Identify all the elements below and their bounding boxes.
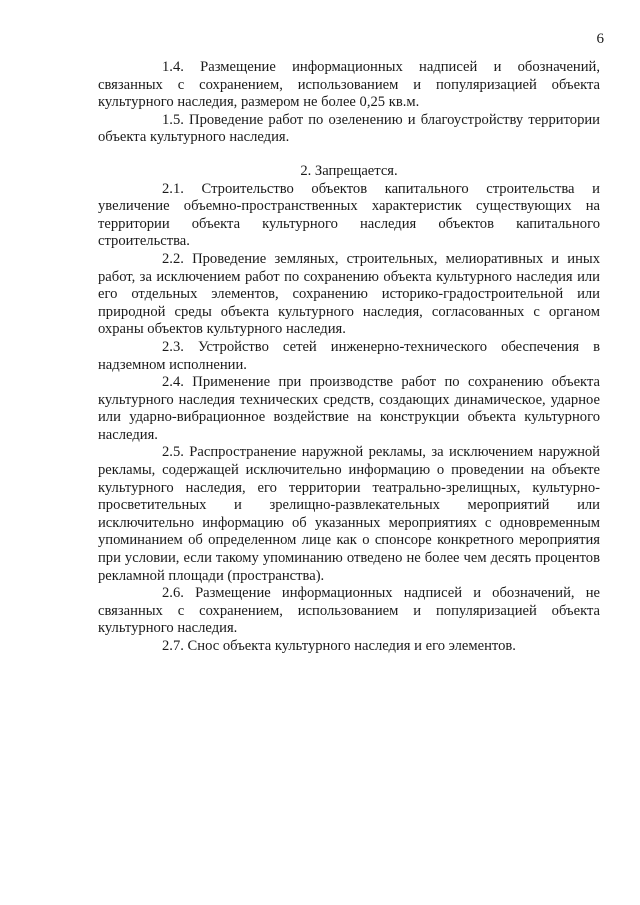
clause-number: 1.5.	[162, 111, 184, 128]
clause-number: 2.3.	[162, 338, 184, 355]
section-heading: 2. Запрещается.	[300, 162, 398, 179]
clause-1-4	[98, 59, 600, 112]
clause-text: Снос объекта культурного наследия и его элементов.	[187, 638, 516, 654]
clause-text: Применение при производстве работ по сохранению объекта культурного наследия технических средств, создающих динамическое, ударное или ударно-вибрационное воздействие на конструкции объекта культурного наследия.	[98, 374, 600, 443]
clause-number: 2.7.	[162, 638, 184, 654]
clause-text: Размещение информационных надписей и обозначений, не связанных с сохранением, использованием и популяризацией объекта культурного наследия.	[98, 585, 601, 637]
clause-number: 1.4.	[162, 59, 184, 75]
clause-text: Устройство сетей инженерно-технического обеспечения в надземном исполнении.	[98, 338, 600, 373]
clause-2-7	[98, 638, 600, 656]
clause-2-2	[98, 251, 600, 339]
clause-text: Проведение земляных, строительных, мелиоративных и иных работ, за исключением работ по сохранению объекта культурного наследия или его отдельных элементов, сохранению историко-градостроительной или природной среды объекта культурного наследия, согласованных с органом охраны объектов культурного наследия.	[98, 250, 600, 338]
clause-2-3	[98, 339, 600, 374]
clause-2-1	[98, 181, 600, 251]
clause-text: Проведение работ по озеленению и благоустройству территории объекта культурного наследия.	[98, 111, 600, 146]
document-body	[98, 59, 600, 656]
clause-number: 2.5.	[162, 444, 184, 461]
clause-number: 2.4.	[162, 374, 184, 391]
clause-number: 2.1.	[162, 180, 184, 197]
clause-2-5	[98, 444, 600, 585]
clause-1-5	[98, 112, 600, 147]
clause-text: Распространение наружной рекламы, за исключением наружной рекламы, содержащей исключительно информацию о проведении на объекте культурного наследия, его территории театрально-зрелищных, культурно-просветительных и зрелищно-развлекательных мероприятий или исключительно информацию об указанных мероприятиях с одновременным упоминанием об определенном лице как о спонсоре конкретного мероприятия при условии, если такому упоминанию отведено не более чем десять процентов рекламной площади (пространства).	[98, 444, 600, 584]
clause-text: Строительство объектов капитального строительства и увеличение объемно-пространственных характеристик существующих на территории объекта культурного наследия объектов капитального строительства.	[98, 180, 600, 250]
page-number: 6	[596, 31, 604, 47]
clause-2-6	[98, 585, 600, 638]
clause-number: 2.6.	[162, 585, 184, 602]
clause-text: Размещение информационных надписей и обозначений, связанных с сохранением, использованием и популяризацией объекта культурного наследия, размером не более 0,25 кв.м.	[98, 59, 601, 111]
clause-number: 2.2.	[162, 250, 184, 267]
clause-2-4	[98, 374, 600, 444]
